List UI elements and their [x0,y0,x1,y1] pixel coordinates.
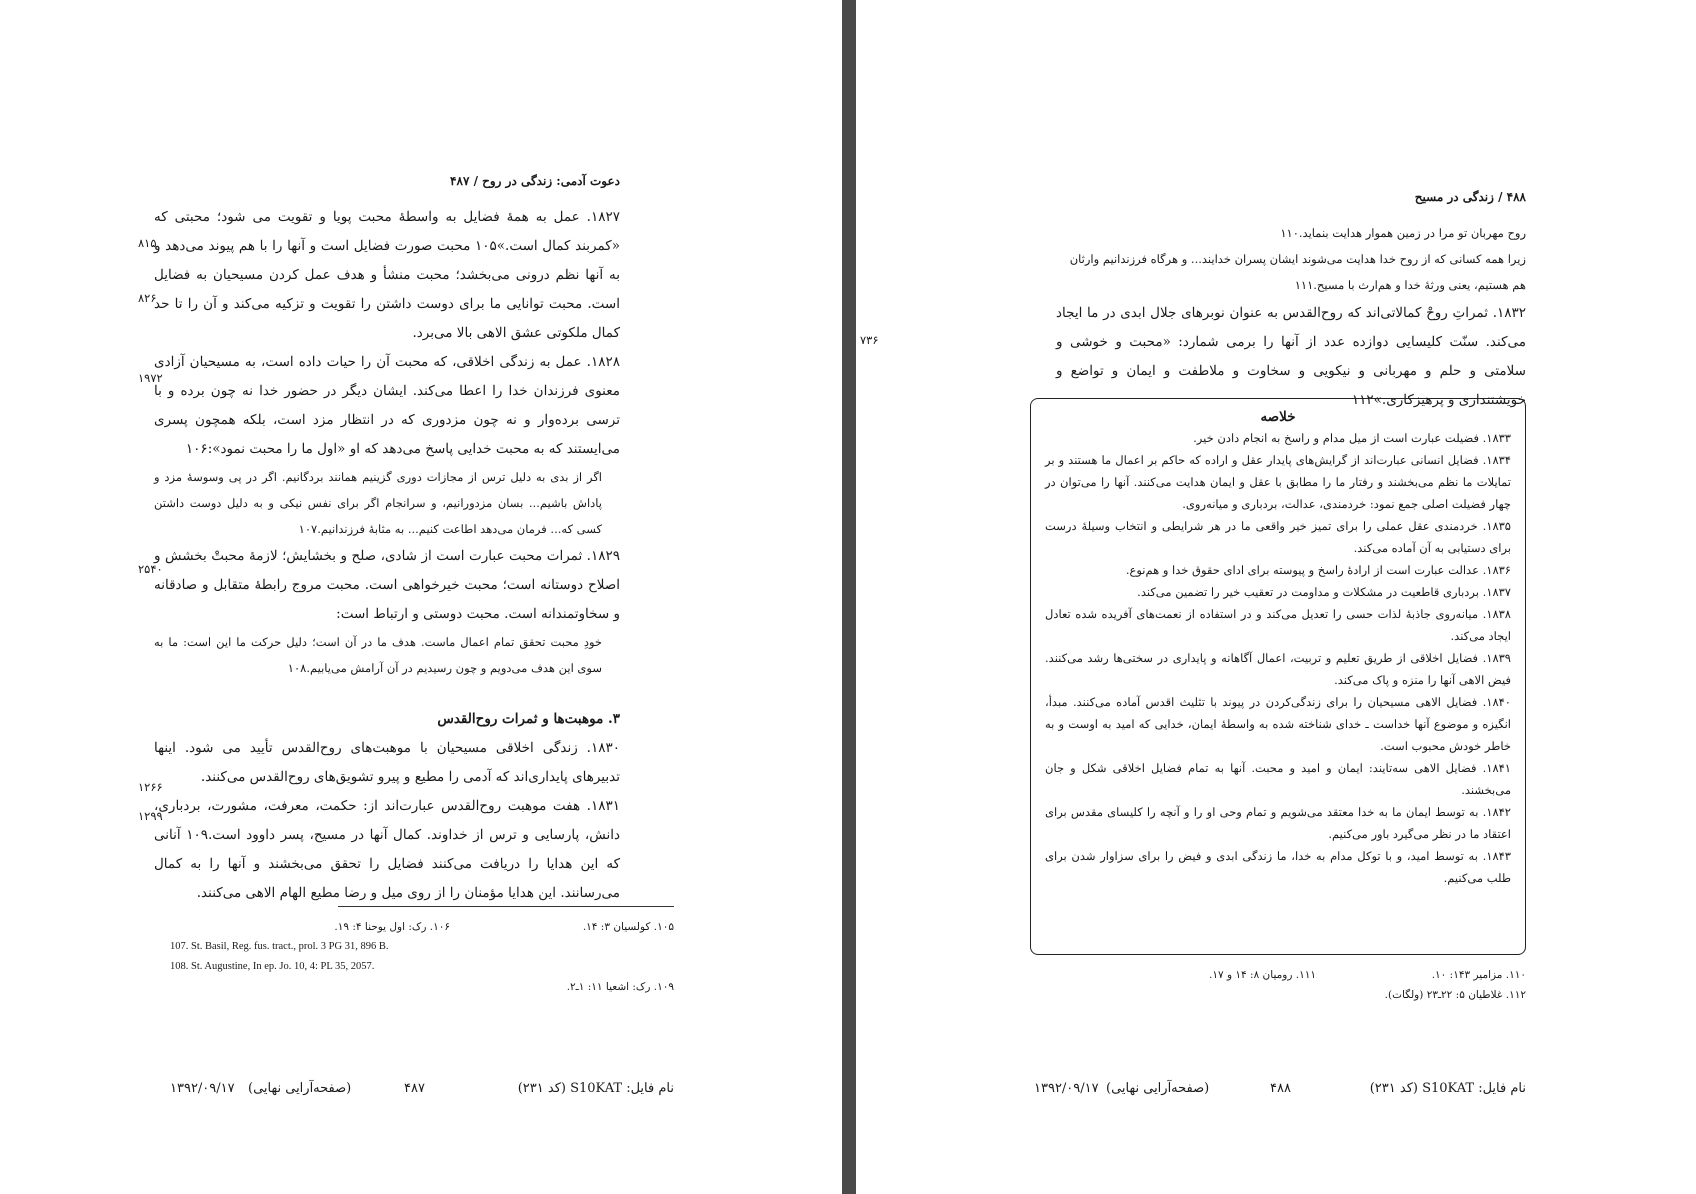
quote-augustine: خودِ محبت تحقق تمام اعمال ماست. هدف ما در آن است؛ دلیل حرکت ما این است: ما به سوی این هدف می‌دویم و چون رسیدیم در آن آرامش می‌یابیم.۱۰۸ [154,635,602,675]
margin-ref: ۷۳۶ [860,333,879,347]
summary-item-1842: ۱۸۴۲. به توسط ایمان ما به خدا معتقد می‌شویم و تمام وحی او را و آنچه را کلیسای مقدس برای اعتقاد ما در نظر می‌گیرد باور می‌کنیم. [1045,805,1511,841]
left-page [0,0,842,1194]
left-running-header: دعوت آدمی: زندگی در روح / ۴۸۷ [450,174,620,188]
paragraph-1829: ۱۸۲۹. ثمرات محبت عبارت است از شادی، صلح و بخشایش؛ لازمهٔ محبتْ بخشش و اصلاح دوستانه است؛ محبت خیرخواهی است. محبت مروج رابطهٔ متقابل و صادقانه و سخاوتمندانه است. محبت دوستی و ارتباط است: [154,548,620,622]
margin-ref: ۲۵۴۰ [138,562,163,576]
footnote-110: ۱۱۰. مزامیر ۱۴۳: ۱۰. [1431,969,1526,981]
page-gutter [842,0,856,1194]
margin-ref: ۱۲۶۶ [138,780,163,794]
footer-date: ۱۳۹۲/۰۹/۱۷ [1034,1081,1099,1096]
margin-ref: ۱۲۹۹ [138,809,163,823]
right-page [856,0,1696,1194]
paragraph-1828: ۱۸۲۸. عمل به زندگی اخلاقی، که محبت آن را حیات داده است، به مسیحیان آزادی معنوی فرزندان خدا را اعطا می‌کند. ایشان دیگر در حضور خدا نه چون برده و با ترسی برده‌وار و نه چون مزدوری که در انتظار مزد است، بلکه همچون پسری می‌ایستند که به محبت خدایی پاسخ می‌دهد که او «اول ما را محبت نمود»:۱۰۶ [154,354,620,457]
right-running-header: ۴۸۸ / زندگی در مسیح [1414,190,1526,204]
summary-item-1839: ۱۸۳۹. فضایل اخلاقی از طریق تعلیم و تربیت، اعمال آگاهانه و پایداری در سختی‌ها رشد می‌کنند. فیض الاهی آنها را منزه و پاک می‌کند. [1045,651,1511,687]
margin-ref: ۱۹۷۲ [138,371,163,385]
summary-item-1834: ۱۸۳۴. فضایل انسانی عبارت‌اند از گرایش‌های پایدار عقل و اراده که حاکم بر اعمال ما هستند و بر تمایلات ما نظم می‌بخشند و رفتار ما را مطابق با عقل و ایمان هدایت می‌کنند. آنها را می‌توان در چهار فضیلت اصلی جمع نمود: خردمندی، عدالت، بردباری و میانه‌روی. [1045,453,1511,511]
margin-ref: ۸۲۶ [138,291,157,305]
footer-page-number: ۴۸۸ [1270,1081,1291,1096]
paragraph-1830: ۱۸۳۰. زندگی اخلاقی مسیحیان با موهبت‌های روح‌القدس تأیید می شود. اینها تدبیرهای پایداری‌اند که آدمی را مطیع و پیرو تشویق‌های روح‌القدس می‌کنند. [154,740,620,785]
summary-box [1030,398,1526,955]
margin-ref: ۸۱۵ [138,236,157,250]
summary-item-1833: ۱۸۳۳. فضیلت عبارت است از میل مدام و راسخ به انجام دادن خیر. [1193,431,1511,445]
summary-title: خلاصه [1260,409,1296,425]
footnote-105: ۱۰۵. کولسیان ۳: ۱۴. [582,921,674,933]
footnote-107: 107. St. Basil, Reg. fus. tract., prol. 3 PG 31, 896 B. [170,941,389,952]
paragraph-1831: ۱۸۳۱. هفت موهبت روح‌القدس عبارت‌اند از: حکمت، معرفت، مشورت، بردباری، دانش، پارسایی و ترس از خداوند. کمال آنها در مسیح، پسر داوود است.۱۰۹ آنانی که این هدایا را دریافت می‌کنند فضایل را تحقق می‌بخشند و آنها را به کمال می‌رسانند. این هدایا مؤمنان را از روی میل و رضا مطیع الهام الاهی می‌کنند. [154,798,620,901]
opening-quote [1056,220,1526,298]
footer-stage: (صفحه‌آرایی نهایی) [248,1081,352,1096]
summary-item-1835: ۱۸۳۵. خردمندی عقل عملی را برای تمیز خیر واقعی ما در هر شرایطی و انتخاب وسیلهٔ درست برای دستیابی به آن آماده می‌کند. [1045,519,1511,555]
left-body [154,203,620,908]
summary-item-1838: ۱۸۳۸. میانه‌روی جاذبهٔ لذات حسی را تعدیل می‌کند و در استفاده از نعمت‌های آفریده شده تعادل ایجاد می‌کند. [1045,607,1511,643]
footer-page-number: ۴۸۷ [404,1081,425,1096]
footnote-111: ۱۱۱. رومیان ۸: ۱۴ و ۱۷. [1209,969,1316,981]
footnote-112: ۱۱۲. غلاطیان ۵: ۲۲ـ۲۳ (ولگات). [1384,989,1526,1001]
quote-line-psalm: روح مهربان تو مرا در زمین هموار هدایت بنماید.۱۱۰ [1280,226,1526,240]
summary-item-1840: ۱۸۴۰. فضایل الاهی مسیحیان را برای زندگی‌کردن در پیوند با تثلیث اقدس آماده می‌کنند. مبدأ، انگیزه و موضوع آنها خداست ـ خدای شناخته شده به واسطهٔ ایمان، خدایی که امید به اوست و به خاطر خودش محبوب است. [1045,695,1511,753]
footer-date: ۱۳۹۲/۰۹/۱۷ [170,1081,235,1096]
section-title: ۳. موهبت‌ها و ثمرات روح‌القدس [437,711,620,727]
quote-line-romans: زیرا همه کسانی که از روح خدا هدایت می‌شوند ایشان پسران خدایند... و هرگاه فرزندانیم وارثان هم هستیم، یعنی ورثهٔ خدا و هم‌ارث با مسیح.۱۱۱ [1069,252,1526,292]
paragraph-1832: ۱۸۳۲. ثمراتِ روحْ کمالاتی‌اند که روح‌القدس به عنوان نوبرهای جلال ابدی در ما ایجاد می‌کند. سنّت کلیسایی دوازده عدد از آنها را برمی شمارد: «محبت و خوشی و سلامتی و حلم و مهربانی و نیکویی و سخاوت و ملاطفت و ایمان و تواضع و خویشتنداری و پرهیزکاری.»۱۱۲ [1056,305,1526,408]
quote-basil: اگر از بدی به دلیل ترس از مجازات دوری گزینیم همانند بردگانیم. اگر در پی وسوسهٔ مزد و پاداش باشیم... بسان مزدورانیم، و سرانجام اگر برای نفس نیکی و به دلیل دوست داشتن کسی که... فرمان می‌دهد اطاعت کنیم... به مثابهٔ فرزندانیم.۱۰۷ [154,470,602,536]
footnote-108: 108. St. Augustine, In ep. Jo. 10, 4: PL 35, 2057. [170,961,375,972]
footnote-109: ۱۰۹. رک: اشعیا ۱۱: ۱ـ۲. [566,981,674,993]
summary-item-1841: ۱۸۴۱. فضایل الاهی سه‌تایند: ایمان و امید و محبت. آنها به تمام فضایل اخلاقی شکل و جان می‌بخشند. [1045,761,1511,797]
footer-file-label: نام فایل: S10KAT (کد ۲۳۱) [517,1081,674,1096]
summary-item-1843: ۱۸۴۳. به توسط امید، و با توکل مدام به خدا، ما زندگی ابدی و فیض را برای سزاوار شدن برای طلب می‌کنیم. [1045,849,1511,885]
footer-file-label: نام فایل: S10KAT (کد ۲۳۱) [1369,1081,1526,1096]
footer-stage: (صفحه‌آرایی نهایی) [1106,1081,1210,1096]
paragraph-1827: ۱۸۲۷. عمل به همهٔ فضایل به واسطهٔ محبت پویا و تقویت می شود؛ محبتی که «کمربند کمال است.»۱۰۵ محبت صورت فضایل است و آنها را با هم پیوند می‌دهد و به آنها نظم درونی می‌بخشد؛ محبت منشأ و هدف عمل کردن مسیحیان به فضایل است. محبت توانایی ما برای دوست داشتن را تقویت و تزکیه می‌کند و آن را تا حد کمال ملکوتی عشق الاهی بالا می‌برد. [154,209,620,341]
summary-item-1837: ۱۸۳۷. بردباری قاطعیت در مشکلات و مداومت در تعقیب خیر را تضمین می‌کند. [1137,585,1511,599]
summary-item-1836: ۱۸۳۶. عدالت عبارت است از ارادهٔ راسخ و پیوسته برای ادای حقوق خدا و هم‌نوع. [1125,563,1511,577]
footnote-rule [338,906,674,907]
footnote-106: ۱۰۶. رک: اول یوحنا ۴: ۱۹. [334,921,450,933]
